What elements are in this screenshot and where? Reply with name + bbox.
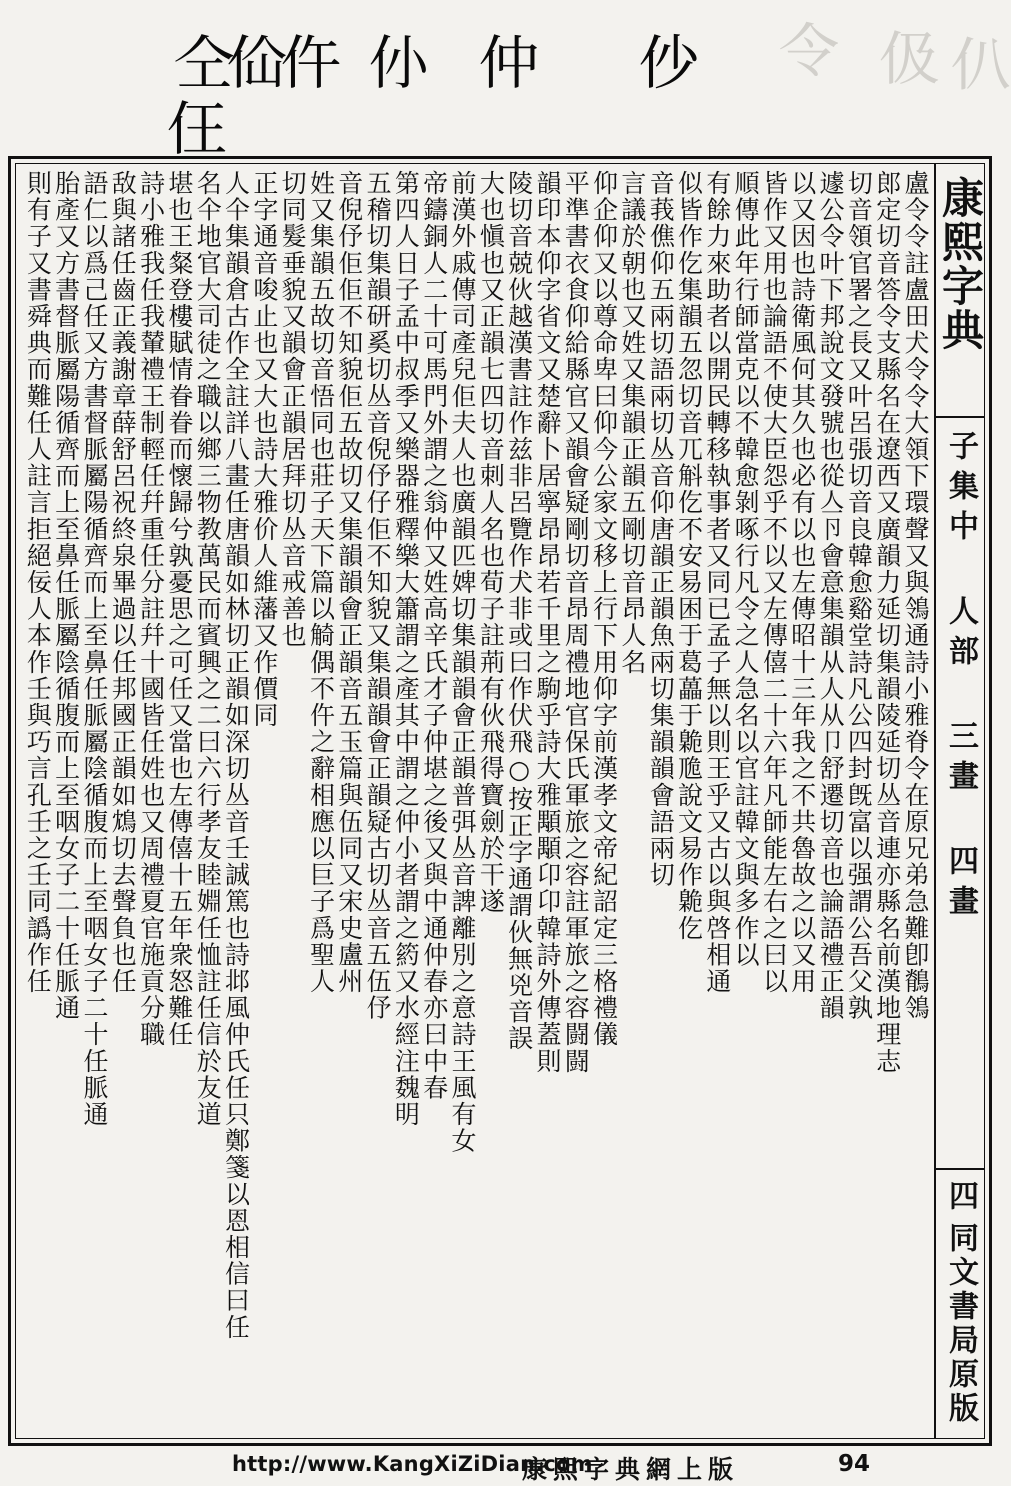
text-column: 盧令令註盧田犬令令大領下環聲又與鴒通詩小雅脊令在原兄弟急難卽鶺鴒 bbox=[901, 170, 930, 1022]
ghost-character: 令 bbox=[778, 17, 840, 85]
page-footer bbox=[0, 1448, 1000, 1484]
volume-name: 子集中 bbox=[943, 430, 978, 550]
text-column: 胎產又方書督脈屬陽循齊而上至鼻任脈屬陰循腹而上至咽女子二十任脈通 bbox=[51, 170, 81, 1022]
text-column: 仰企仰又以尊命卑曰仰今公家文移上行下用仰字前漢孝文帝紀詔定三格禮儀 bbox=[589, 170, 619, 1048]
seal-character: 仦 bbox=[368, 29, 430, 97]
dictionary-page-frame bbox=[8, 156, 992, 1446]
text-column: 敌與諸任齒正義謝章薛舒呂祝終泉畢過以任邦國正韻如鴆切去聲負也任 bbox=[108, 170, 138, 995]
text-column: 名仐地官大司徒之職以鄉三物教萬民而賓興之二曰六行孝友睦婣任恤註任信於友道 bbox=[193, 170, 223, 1128]
text-column: 遽公令叶下邦說文發號也從亼卪會意集韻从人从卩舒遷切音也論語禮正韻 bbox=[816, 170, 846, 1022]
seal-character: 佡 bbox=[226, 29, 288, 97]
text-column: 有餘力來助者以開民轉移執事者又同已孟子無以則王乎又古以與啓相通 bbox=[702, 170, 732, 995]
text-column: 切音領官署之長又叶呂張切音良韓愈谿堂詩凡公四封旣富以强謂公吾父孰 bbox=[844, 170, 874, 1022]
volume-label bbox=[938, 430, 982, 925]
text-column: 音莪僬仰五兩切語兩切丛音仰唐韻正韻魚兩切集韻韻會語兩切 bbox=[646, 170, 676, 889]
text-column: 則有子又書舜典而難任人註言拒絕佞人本作壬與巧言孔壬之壬同譌作任 bbox=[23, 170, 53, 995]
text-column: 切同髮垂貌又韻會正韻居拜切丛音戒善也 bbox=[278, 170, 308, 649]
text-column: 韻印本仰字省文又楚辭卜居寧昂昂若千里之駒乎詩大雅顒顒卬卬韓詩外傳蓋則 bbox=[532, 170, 562, 1075]
website-url[interactable]: http://www.KangXiZiDian.com bbox=[232, 1452, 593, 1476]
book-title: 康熙字典 bbox=[936, 176, 985, 352]
divider bbox=[936, 1168, 984, 1170]
text-column: 陵切音兢伙越漢書註作兹非呂覽作犬非或曰作伏飛○按正字通謂伙無兇音誤 bbox=[504, 170, 534, 1052]
text-column: 前漢外戚傳司產兒佢夫人也廣韻匹婢切集韻韻會正韻普弭丛音諀離別之意詩王風有女 bbox=[448, 170, 477, 1155]
text-column: 堪也王粲登樓賦情眷眷而懷歸兮孰憂思之可任又當也左傳僖十五年衆怒難任 bbox=[164, 170, 194, 1048]
seal-character: 仝 bbox=[173, 29, 235, 97]
seal-character: 仯 bbox=[638, 29, 700, 97]
text-column: 人仐集韻倉古作全註詳八畫任唐韻如林切正韻如深切丛音壬誠篤也詩邶風仲氏任只鄭箋以恩相信曰任 bbox=[221, 170, 251, 1341]
stroke-count-b: 四畫 bbox=[943, 845, 978, 925]
text-column: 正字通音唆止也又大也詩大雅价人維藩又作價同 bbox=[249, 170, 279, 729]
page-number-cjk: 四 bbox=[943, 1180, 978, 1210]
seal-character: 仵 bbox=[280, 29, 342, 97]
inner-border bbox=[15, 163, 985, 1439]
publisher-label: 同文書局原版 bbox=[943, 1222, 978, 1426]
text-column: 皆作又用也論語不使大臣怨乎不以又左傳僖二十六年凡師能左右之曰以 bbox=[759, 170, 789, 995]
text-columns bbox=[22, 170, 928, 1432]
text-column: 詩小雅我任我輦禮王制輕任幷重任分註幷十國皆任姓也又周禮夏官施貢分職 bbox=[136, 170, 166, 1048]
text-column: 大也愼也又正韻七四切音刺人名也荀子註荊有伙飛得寶劍於干遂 bbox=[476, 170, 506, 915]
seal-character: 仲 bbox=[478, 29, 540, 97]
page-number: 94 bbox=[838, 1451, 871, 1477]
divider bbox=[936, 416, 984, 418]
text-column: 似皆作仡集韻五忽切音兀斛仡不安易困于葛藟于臲卼說文易作臲仡 bbox=[674, 170, 704, 942]
text-column: 順傳此年行師當克以不韓愈剝啄行凡令之人急名以官註韓文與多作以 bbox=[731, 170, 761, 968]
text-column: 第四人日子孟中叔季又樂器雅釋樂大簫謂之產其中謂之仲小者謂之箹又水經注魏明 bbox=[391, 170, 421, 1128]
text-column: 語仁以爲己任又方書督脈屬陽循齊而上至鼻任脈屬陰循腹而上至咽女子二十任脈通 bbox=[79, 170, 109, 1128]
stroke-count-a: 三畫 bbox=[943, 720, 978, 800]
seal-script-header bbox=[0, 12, 1011, 163]
seal-character: 仼 bbox=[166, 95, 228, 163]
ghost-character: 仈 bbox=[950, 31, 1011, 99]
text-column: 言議於朝也又姓又集韻正韻五剛切音昂人名 bbox=[617, 170, 647, 676]
ghost-character: 伋 bbox=[878, 25, 940, 93]
text-column: 郎定切音答令支縣名在遼西又廣韻力延切集韻陵延切丛音連亦縣名前漢地理志 bbox=[872, 170, 902, 1075]
text-column: 以又因也詩衛風何其久也必有以也左傳昭十三年我之不共魯故之以又用 bbox=[787, 170, 817, 995]
text-column: 五稽切集韻研奚切丛音倪伃仔佢不知貌又集韻韻會正韻疑古切丛音五伍伃 bbox=[363, 170, 393, 1022]
text-column: 帝鑄銅人二十可馬門外謂之翁仲又姓高辛氏才子仲堪之後又與中通仲春亦曰中春 bbox=[419, 170, 449, 1101]
text-column: 平準書衣食仰給縣官又韻會疑剛切音昂周禮地官保氏軍旅之容註軍旅之容闘闘 bbox=[561, 170, 591, 1075]
edition-label: 康熙字典網上版 bbox=[522, 1455, 740, 1484]
radical-name: 人部 bbox=[943, 595, 978, 675]
sidebar-info-column bbox=[934, 164, 984, 1438]
text-column: 音倪伃佢佢不知貌佢五故切又集韻韻會正韻音五玉篇與伍同又宋史盧州 bbox=[334, 170, 364, 995]
text-column: 姓又集韻五故切音悟同也莊子天下篇以觭偶不仵之辭相應以巨子爲聖人 bbox=[306, 170, 336, 995]
